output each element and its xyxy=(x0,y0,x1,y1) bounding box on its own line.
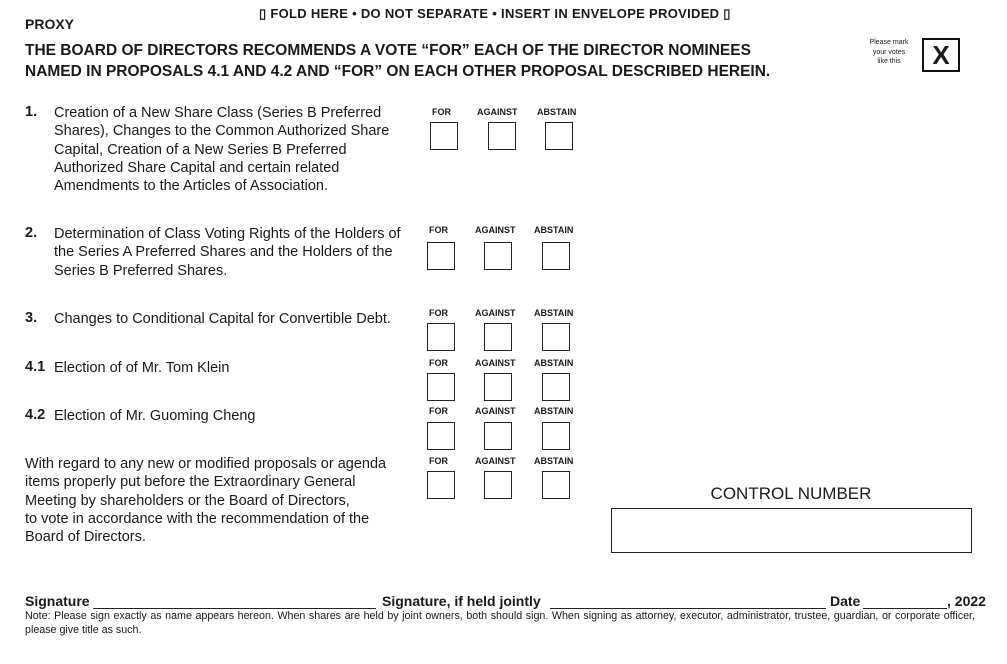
proposal-4-1-text: Election of of Mr. Tom Klein xyxy=(54,360,230,376)
proposal-1-against-checkbox[interactable] xyxy=(488,122,516,150)
joint-signature-label: Signature, if held jointly xyxy=(382,593,541,609)
proposal-3-against-checkbox[interactable] xyxy=(484,323,512,351)
proposal-2-against-checkbox[interactable] xyxy=(484,242,512,270)
against-column-label: AGAINST xyxy=(475,308,516,318)
for-column-label: FOR xyxy=(429,456,448,466)
proposal-line: Authorized Share Capital and certain related xyxy=(54,159,340,176)
proposal-number: 4.2 xyxy=(25,407,46,423)
proposal-line: Amendments to the Articles of Association. xyxy=(54,178,329,195)
proposal-2-for-checkbox[interactable] xyxy=(427,242,455,270)
board-recommendation xyxy=(25,40,855,82)
other-proposals-abstain-checkbox[interactable] xyxy=(542,471,570,499)
signing-note: Note: Please sign exactly as name appears hereon. When shares are held by joint owners, both should sign. When signing as attorney, executor, administrator, trustee, guardian, or corporate officer, please give title as such. xyxy=(25,610,975,636)
proposal-line: to vote in accordance with the recommendation of the xyxy=(25,510,370,527)
proposal-line: With regard to any new or modified proposals or agenda xyxy=(25,456,387,472)
for-column-label: FOR xyxy=(429,308,448,318)
mark-instruction xyxy=(858,38,920,67)
for-column-label: FOR xyxy=(432,107,451,117)
proposal-2-text xyxy=(54,225,401,280)
fold-instruction: ▯ FOLD HERE • DO NOT SEPARATE • INSERT IN ENVELOPE PROVIDED ▯ xyxy=(259,6,731,21)
proposal-4-2-for-checkbox[interactable] xyxy=(427,422,455,450)
proposal-line: the Series A Preferred Shares and the Holders of the xyxy=(54,244,393,261)
recommendation-line-2: NAMED IN PROPOSALS 4.1 AND 4.2 AND “FOR” ON EACH OTHER PROPOSAL DESCRIBED HEREIN. xyxy=(25,63,771,80)
mark-instruction-line-1: Please mark xyxy=(869,39,909,46)
signature-label: Signature xyxy=(25,593,90,609)
recommendation-line-1: THE BOARD OF DIRECTORS RECOMMENDS A VOTE “FOR” EACH OF THE DIRECTOR NOMINEES xyxy=(25,42,751,59)
proposal-4-1-for-checkbox[interactable] xyxy=(427,373,455,401)
proposal-line: Creation of a New Share Class (Series B Preferred xyxy=(54,105,382,121)
proposal-line: Capital, Creation of a New Series B Preferred xyxy=(54,141,347,158)
mark-instruction-line-3: like this xyxy=(877,58,901,65)
proposal-line: Shares), Changes to the Common Authorized Share xyxy=(54,123,390,140)
proposal-number: 1. xyxy=(25,104,38,120)
proposal-number: 4.1 xyxy=(25,359,46,375)
proposal-4-1-against-checkbox[interactable] xyxy=(484,373,512,401)
against-column-label: AGAINST xyxy=(475,225,516,235)
abstain-column-label: ABSTAIN xyxy=(534,308,574,318)
for-column-label: FOR xyxy=(429,406,448,416)
proposal-3-for-checkbox[interactable] xyxy=(427,323,455,351)
other-proposals-against-checkbox[interactable] xyxy=(484,471,512,499)
proposal-4-2-against-checkbox[interactable] xyxy=(484,422,512,450)
abstain-column-label: ABSTAIN xyxy=(534,358,574,368)
proposal-line: Determination of Class Voting Rights of the Holders of xyxy=(54,226,401,242)
proposal-line: Series B Preferred Shares. xyxy=(54,262,228,279)
proposal-4-2-text: Election of Mr. Guoming Cheng xyxy=(54,408,256,424)
year-suffix: , 2022 xyxy=(947,593,986,609)
mark-example-box: X xyxy=(922,38,960,72)
proposal-4-1-abstain-checkbox[interactable] xyxy=(542,373,570,401)
proposal-number: 2. xyxy=(25,225,38,241)
proposal-line: items properly put before the Extraordinary General xyxy=(25,474,356,491)
proposal-line: Meeting by shareholders or the Board of Directors, xyxy=(25,492,350,509)
for-column-label: FOR xyxy=(429,225,448,235)
proposal-1-abstain-checkbox[interactable] xyxy=(545,122,573,150)
proposal-line: Board of Directors. xyxy=(25,529,146,546)
other-proposals-text xyxy=(25,455,386,546)
proposal-3-text: Changes to Conditional Capital for Convertible Debt. xyxy=(54,311,391,327)
control-number-label: CONTROL NUMBER xyxy=(710,484,872,503)
proposal-4-2-abstain-checkbox[interactable] xyxy=(542,422,570,450)
proposal-number: 3. xyxy=(25,310,38,326)
mark-instruction-line-2: your votes xyxy=(872,48,906,56)
proxy-title: PROXY xyxy=(25,16,75,32)
abstain-column-label: ABSTAIN xyxy=(534,225,574,235)
control-number-field[interactable] xyxy=(611,508,972,553)
against-column-label: AGAINST xyxy=(475,456,516,466)
for-column-label: FOR xyxy=(429,358,448,368)
abstain-column-label: ABSTAIN xyxy=(534,456,574,466)
against-column-label: AGAINST xyxy=(475,406,516,416)
abstain-column-label: ABSTAIN xyxy=(534,406,574,416)
proposal-2-abstain-checkbox[interactable] xyxy=(542,242,570,270)
date-label: Date xyxy=(830,593,861,609)
proposal-1-for-checkbox[interactable] xyxy=(430,122,458,150)
proposal-3-abstain-checkbox[interactable] xyxy=(542,323,570,351)
proposal-1-text xyxy=(54,104,389,195)
other-proposals-for-checkbox[interactable] xyxy=(427,471,455,499)
abstain-column-label: ABSTAIN xyxy=(537,107,577,117)
against-column-label: AGAINST xyxy=(477,107,518,117)
against-column-label: AGAINST xyxy=(475,358,516,368)
